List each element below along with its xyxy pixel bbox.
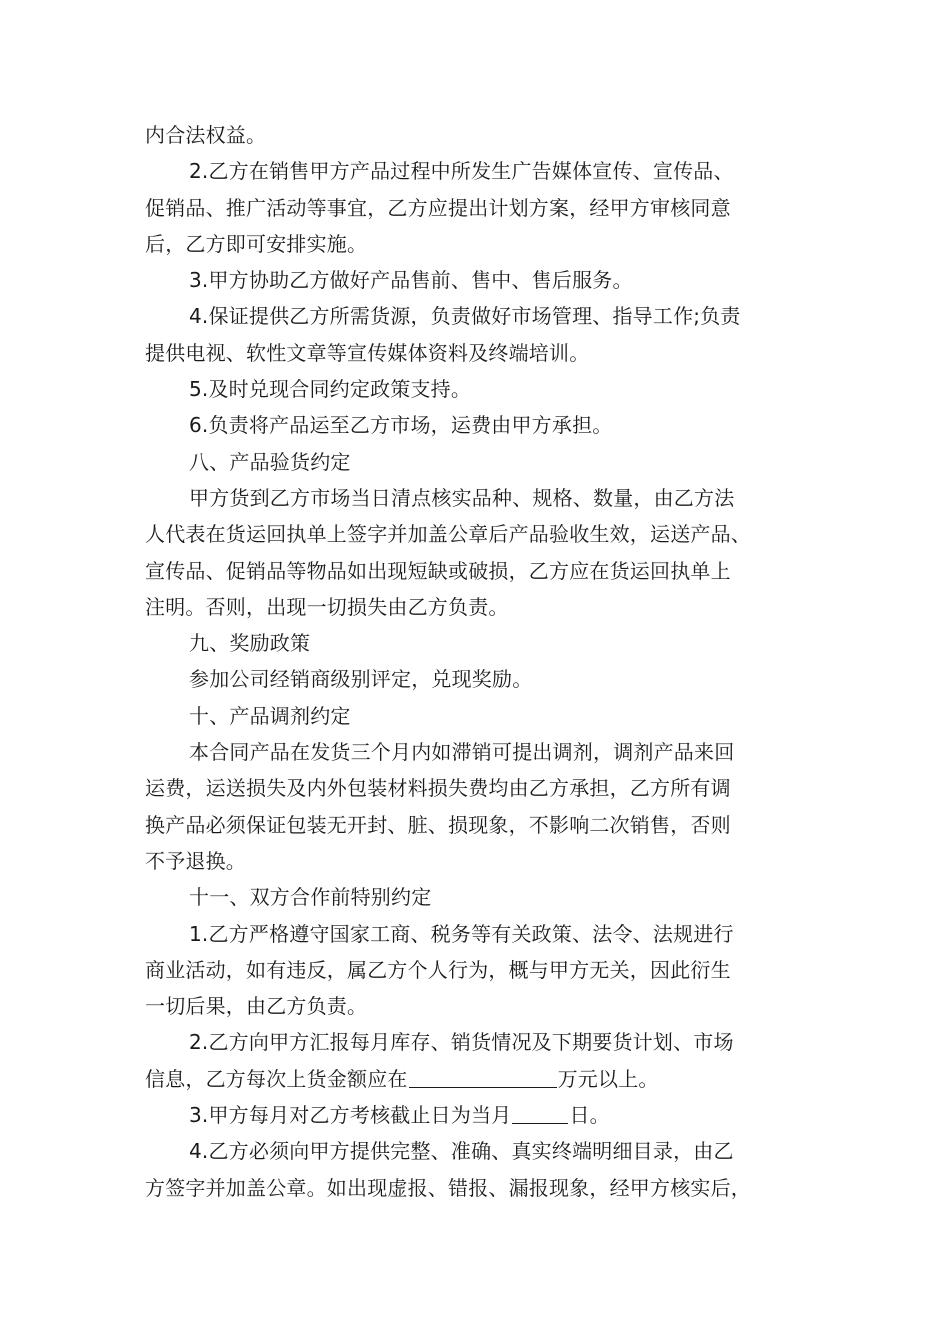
clause-2-line-2: 促销品、推广活动等事宜，乙方应提出计划方案，经甲方审核同意 — [145, 195, 731, 220]
section-heading-10: 十、产品调剂约定 — [189, 703, 351, 728]
section-11-clause-2-line-1: 2.乙方向甲方汇报每月库存、销货情况及下期要货计划、市场 — [189, 1030, 734, 1055]
deadline-text-before: 3.甲方每月对乙方考核截止日为当月 — [189, 1103, 512, 1128]
deadline-blank — [512, 1101, 568, 1124]
section-8-line-1: 甲方货到乙方市场当日清点核实品种、规格、数量，由乙方法 — [189, 485, 735, 510]
clause-5-line: 5.及时兑现合同约定政策支持。 — [189, 377, 472, 402]
section-heading-9: 九、奖励政策 — [189, 631, 311, 656]
section-10-line-3: 换产品必须保证包装无开封、脏、损现象，不影响二次销售，否则 — [145, 812, 731, 837]
section-9-line: 参加公司经销商级别评定，兑现奖励。 — [189, 667, 533, 692]
paragraph-line: 内合法权益。 — [145, 123, 267, 147]
section-11-clause-1-line-2: 商业活动，如有违反，属乙方个人行为，概与甲方无关，因此衍生 — [145, 957, 731, 982]
document-body — [145, 117, 825, 1206]
section-11-clause-4-line-2: 方签字并加盖公章。如出现虚报、错报、漏报现象，经甲方核实后， — [145, 1175, 751, 1200]
section-8-line-3: 宣传品、促销品等物品如出现短缺或破损，乙方应在货运回执单上 — [145, 558, 731, 583]
section-11-clause-3-line — [145, 1097, 825, 1133]
clause-2-line-3: 后，乙方即可安排实施。 — [145, 231, 368, 256]
section-11-clause-1-line-1: 1.乙方严格遵守国家工商、税务等有关政策、法令、法规进行 — [189, 921, 734, 946]
clause-6-line: 6.负责将产品运至乙方市场，运费由甲方承担。 — [189, 413, 613, 438]
section-10-line-1: 本合同产品在发货三个月内如滞销可提出调剂，调剂产品来回 — [189, 740, 735, 765]
clause-4-line-2: 提供电视、软性文章等宣传媒体资料及终端培训。 — [145, 340, 590, 365]
section-10-line-2: 运费，运送损失及内外包装材料损失费均由乙方承担，乙方所有调 — [145, 776, 731, 801]
section-heading-8: 八、产品验货约定 — [189, 449, 351, 474]
clause-3-line: 3.甲方协助乙方做好产品售前、售中、售后服务。 — [189, 268, 633, 293]
section-11-clause-2-line-2 — [145, 1061, 825, 1097]
amount-text-before: 信息，乙方每次上货金额应在 — [145, 1066, 408, 1091]
clause-4-line-1: 4.保证提供乙方所需货源，负责做好市场管理、指导工作;负责 — [189, 304, 741, 329]
section-11-clause-4-line-1: 4.乙方必须向甲方提供完整、准确、真实终端明细目录，由乙 — [189, 1139, 734, 1164]
amount-blank — [409, 1065, 557, 1088]
section-8-line-4: 注明。否则，出现一切损失由乙方负责。 — [145, 594, 509, 619]
section-11-clause-1-line-3: 一切后果，由乙方负责。 — [145, 994, 368, 1019]
section-heading-11: 十一、双方合作前特别约定 — [189, 885, 432, 910]
amount-text-after: 万元以上。 — [557, 1066, 659, 1091]
clause-2-line-1: 2.乙方在销售甲方产品过程中所发生广告媒体宣传、宣传品、 — [189, 159, 734, 184]
deadline-text-after: 日。 — [569, 1103, 610, 1128]
section-8-line-2: 人代表在货运回执单上签字并加盖公章后产品验收生效，运送产品、 — [145, 522, 751, 547]
section-10-line-4: 不予退换。 — [145, 848, 246, 873]
